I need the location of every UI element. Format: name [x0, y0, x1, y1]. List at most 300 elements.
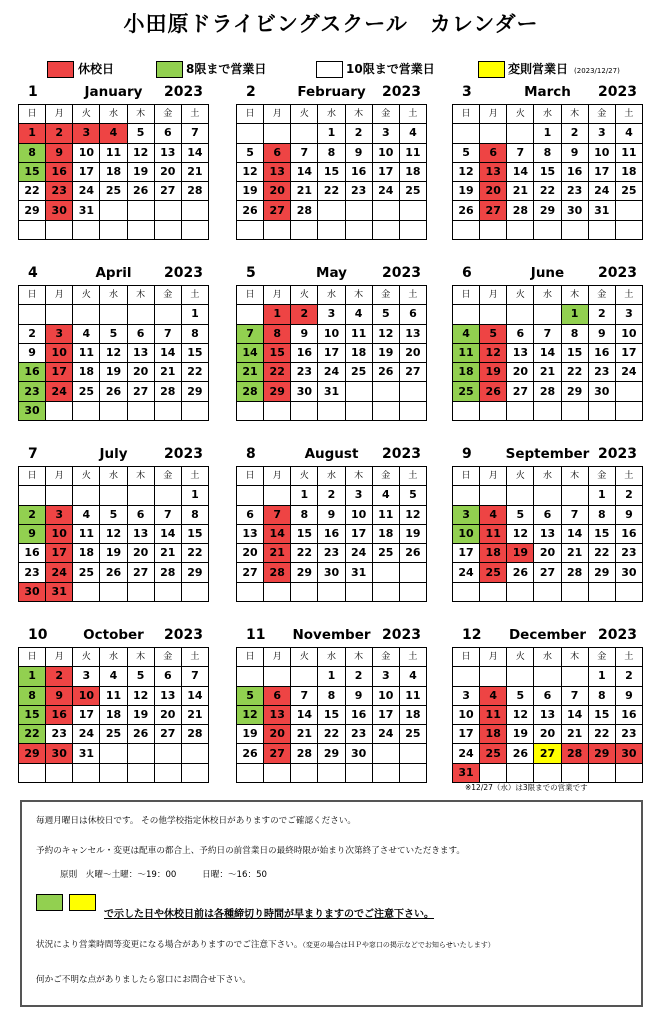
day-cell: 21: [561, 725, 588, 744]
week-row: [19, 705, 209, 724]
day-cell: 1: [19, 667, 46, 686]
day-cell: 24: [73, 182, 100, 201]
day-cell: 22: [181, 363, 208, 382]
day-cell: 17: [453, 725, 480, 744]
day-cell: 2: [19, 324, 46, 343]
weekday-label: 日: [19, 467, 46, 486]
empty-cell: [237, 486, 264, 505]
empty-cell: [154, 763, 181, 782]
week-row: [19, 124, 209, 143]
month-number: 6: [462, 265, 472, 281]
day-cell: 9: [19, 524, 46, 543]
empty-cell: [73, 305, 100, 324]
month-number: 10: [28, 627, 48, 643]
month-number: 2: [246, 84, 256, 100]
day-cell: 26: [237, 201, 264, 220]
month-name: October: [83, 627, 144, 643]
empty-cell: [588, 582, 615, 601]
empty-cell: [181, 582, 208, 601]
day-cell: 23: [345, 182, 372, 201]
day-cell: 9: [588, 324, 615, 343]
empty-cell: [154, 401, 181, 420]
weekday-label: 月: [264, 467, 291, 486]
weekday-label: 木: [345, 648, 372, 667]
day-cell: 29: [181, 563, 208, 582]
day-cell: 3: [453, 686, 480, 705]
empty-cell: [372, 201, 399, 220]
weekday-label: 日: [237, 286, 264, 305]
empty-cell: [318, 582, 345, 601]
day-cell: 25: [73, 563, 100, 582]
day-cell: 25: [399, 182, 426, 201]
month-table: [452, 647, 643, 783]
day-cell: 24: [318, 363, 345, 382]
legend-label-until10: 10限まで営業日: [346, 62, 435, 76]
day-cell: 4: [73, 324, 100, 343]
day-cell: 8: [561, 324, 588, 343]
day-cell: 12: [507, 705, 534, 724]
weekday-label: 木: [127, 286, 154, 305]
day-cell: 24: [46, 382, 73, 401]
day-cell: 3: [46, 324, 73, 343]
empty-cell: [100, 201, 127, 220]
empty-cell: [127, 201, 154, 220]
week-row: [453, 220, 643, 239]
day-cell: 25: [372, 544, 399, 563]
day-cell: 6: [154, 667, 181, 686]
month-header: [236, 446, 427, 464]
day-cell: 3: [615, 305, 642, 324]
info-line-deadline-warning: で示した日や休校日前は各種締切り時間が早まりますのでご注意下さい。: [104, 909, 434, 920]
week-row: [19, 143, 209, 162]
day-cell: 5: [127, 667, 154, 686]
week-row: [237, 143, 427, 162]
day-cell: 26: [480, 382, 507, 401]
day-cell: 4: [73, 505, 100, 524]
empty-cell: [154, 201, 181, 220]
empty-cell: [127, 744, 154, 763]
day-cell: 28: [561, 563, 588, 582]
weekday-label: 火: [73, 286, 100, 305]
week-row: [453, 763, 643, 782]
day-cell: 18: [480, 544, 507, 563]
empty-cell: [534, 582, 561, 601]
day-cell: 15: [291, 524, 318, 543]
day-cell: 13: [264, 162, 291, 181]
empty-cell: [73, 220, 100, 239]
weekday-label: 日: [19, 648, 46, 667]
month-year: 2023: [382, 446, 421, 462]
day-cell: 20: [154, 705, 181, 724]
month-table: [18, 285, 209, 421]
day-cell: 10: [453, 524, 480, 543]
empty-cell: [399, 744, 426, 763]
day-cell: 22: [588, 544, 615, 563]
day-cell: 17: [588, 162, 615, 181]
day-cell: 4: [453, 324, 480, 343]
day-cell: 15: [318, 705, 345, 724]
weekday-label: 日: [453, 286, 480, 305]
day-cell: 25: [345, 363, 372, 382]
day-cell: 6: [480, 143, 507, 162]
day-cell: 2: [345, 667, 372, 686]
legend-swatch-irregular: [478, 61, 505, 78]
month-year: 2023: [382, 627, 421, 643]
weekday-header-row: [19, 467, 209, 486]
week-row: [453, 744, 643, 763]
day-cell: 22: [534, 182, 561, 201]
day-cell: 16: [345, 162, 372, 181]
day-cell: 26: [507, 563, 534, 582]
weekday-label: 月: [480, 286, 507, 305]
day-cell: 2: [46, 667, 73, 686]
weekday-label: 金: [588, 467, 615, 486]
day-cell: 24: [372, 182, 399, 201]
day-cell: 8: [181, 324, 208, 343]
day-cell: 3: [372, 124, 399, 143]
day-cell: 15: [588, 705, 615, 724]
day-cell: 21: [181, 162, 208, 181]
day-cell: 17: [73, 705, 100, 724]
week-row: [237, 524, 427, 543]
day-cell: 28: [237, 382, 264, 401]
week-row: [453, 563, 643, 582]
empty-cell: [615, 763, 642, 782]
weekday-header-row: [453, 648, 643, 667]
day-cell: 24: [73, 725, 100, 744]
day-cell: 16: [318, 524, 345, 543]
week-row: [453, 401, 643, 420]
day-cell: 2: [46, 124, 73, 143]
empty-cell: [154, 486, 181, 505]
day-cell: 15: [318, 162, 345, 181]
day-cell: 4: [345, 305, 372, 324]
day-cell: 12: [127, 686, 154, 705]
day-cell: 1: [588, 667, 615, 686]
day-cell: 10: [46, 524, 73, 543]
weekday-label: 日: [453, 105, 480, 124]
day-cell: 23: [561, 182, 588, 201]
day-cell: 4: [615, 124, 642, 143]
week-row: [237, 505, 427, 524]
day-cell: 21: [264, 544, 291, 563]
weekday-label: 日: [237, 648, 264, 667]
week-row: [453, 182, 643, 201]
empty-cell: [507, 582, 534, 601]
page-title: 小田原ドライビングスクール カレンダー: [123, 12, 539, 36]
week-row: [453, 725, 643, 744]
week-row: [237, 667, 427, 686]
weekday-label: 金: [372, 286, 399, 305]
empty-cell: [561, 486, 588, 505]
empty-cell: [345, 401, 372, 420]
day-cell: 1: [181, 486, 208, 505]
week-row: [453, 524, 643, 543]
weekday-header-row: [237, 648, 427, 667]
weekday-label: 火: [291, 467, 318, 486]
day-cell: 11: [399, 143, 426, 162]
day-cell: 14: [507, 162, 534, 181]
day-cell: 3: [588, 124, 615, 143]
day-cell: 14: [534, 343, 561, 362]
empty-cell: [318, 201, 345, 220]
day-cell: 12: [100, 524, 127, 543]
day-cell: 12: [453, 162, 480, 181]
empty-cell: [46, 486, 73, 505]
empty-cell: [237, 401, 264, 420]
day-cell: 30: [345, 744, 372, 763]
empty-cell: [480, 124, 507, 143]
month-header: [452, 627, 643, 645]
day-cell: 28: [291, 201, 318, 220]
info-line-hours-change: [36, 938, 495, 950]
day-cell: 26: [399, 544, 426, 563]
day-cell: 2: [561, 124, 588, 143]
day-cell: 24: [588, 182, 615, 201]
empty-cell: [480, 763, 507, 782]
weekday-label: 月: [480, 648, 507, 667]
weekday-label: 金: [154, 286, 181, 305]
weekday-label: 金: [154, 648, 181, 667]
empty-cell: [615, 582, 642, 601]
month-calendar-may: [236, 265, 427, 421]
month-table: [452, 104, 643, 240]
month-table: [236, 647, 427, 783]
day-cell: 30: [19, 401, 46, 420]
empty-cell: [181, 401, 208, 420]
day-cell: 16: [561, 162, 588, 181]
week-row: [19, 725, 209, 744]
day-cell: 19: [507, 725, 534, 744]
day-cell: 27: [399, 363, 426, 382]
week-row: [19, 401, 209, 420]
day-cell: 12: [399, 505, 426, 524]
info-line-contact: 何かご不明な点がありましたら窓口にお問合せ下さい。: [36, 975, 251, 985]
empty-cell: [615, 201, 642, 220]
day-cell: 11: [480, 524, 507, 543]
day-cell: 31: [588, 201, 615, 220]
day-cell: 29: [534, 201, 561, 220]
empty-cell: [345, 763, 372, 782]
day-cell: 4: [100, 667, 127, 686]
day-cell: 16: [345, 705, 372, 724]
day-cell: 11: [345, 324, 372, 343]
day-cell: 10: [73, 143, 100, 162]
week-row: [453, 305, 643, 324]
empty-cell: [534, 220, 561, 239]
empty-cell: [345, 201, 372, 220]
weekday-header-row: [237, 286, 427, 305]
day-cell: 28: [534, 382, 561, 401]
day-cell: 9: [615, 505, 642, 524]
empty-cell: [237, 763, 264, 782]
day-cell: 14: [291, 162, 318, 181]
weekday-label: 月: [46, 648, 73, 667]
day-cell: 1: [318, 667, 345, 686]
weekday-header-row: [453, 467, 643, 486]
empty-cell: [154, 220, 181, 239]
day-cell: 15: [534, 162, 561, 181]
day-cell: 26: [127, 182, 154, 201]
day-cell: 13: [264, 705, 291, 724]
empty-cell: [100, 763, 127, 782]
week-row: [237, 686, 427, 705]
empty-cell: [154, 582, 181, 601]
day-cell: 3: [46, 505, 73, 524]
day-cell: 7: [181, 667, 208, 686]
empty-cell: [100, 486, 127, 505]
day-cell: 17: [318, 343, 345, 362]
day-cell: 23: [318, 544, 345, 563]
day-cell: 21: [181, 705, 208, 724]
day-cell: 14: [154, 524, 181, 543]
month-year: 2023: [164, 84, 203, 100]
week-row: [237, 343, 427, 362]
day-cell: 2: [19, 505, 46, 524]
day-cell: 23: [19, 382, 46, 401]
week-row: [237, 544, 427, 563]
empty-cell: [480, 486, 507, 505]
week-row: [19, 667, 209, 686]
day-cell: 10: [615, 324, 642, 343]
week-row: [453, 363, 643, 382]
day-cell: 13: [237, 524, 264, 543]
month-header: [452, 446, 643, 464]
month-year: 2023: [598, 84, 637, 100]
empty-cell: [127, 305, 154, 324]
month-year: 2023: [164, 265, 203, 281]
month-year: 2023: [598, 446, 637, 462]
week-row: [237, 705, 427, 724]
month-header: [236, 84, 427, 102]
day-cell: 3: [73, 124, 100, 143]
month-calendar-october: [18, 627, 209, 783]
day-cell: 24: [615, 363, 642, 382]
month-header: [18, 84, 209, 102]
day-cell: 21: [291, 725, 318, 744]
day-cell: 18: [345, 343, 372, 362]
day-cell: 4: [480, 505, 507, 524]
weekday-label: 土: [399, 105, 426, 124]
month-number: 11: [246, 627, 266, 643]
day-cell: 8: [19, 143, 46, 162]
day-cell: 21: [534, 363, 561, 382]
day-cell: 15: [181, 524, 208, 543]
day-cell: 1: [181, 305, 208, 324]
day-cell: 23: [615, 725, 642, 744]
day-cell: 21: [154, 363, 181, 382]
day-cell: 8: [264, 324, 291, 343]
empty-cell: [372, 744, 399, 763]
weekday-label: 月: [264, 105, 291, 124]
day-cell: 27: [154, 725, 181, 744]
day-cell: 14: [561, 705, 588, 724]
day-cell: 17: [46, 544, 73, 563]
empty-cell: [19, 486, 46, 505]
day-cell: 5: [372, 305, 399, 324]
empty-cell: [291, 124, 318, 143]
day-cell: 22: [588, 725, 615, 744]
empty-cell: [588, 220, 615, 239]
weekday-label: 火: [507, 648, 534, 667]
weekday-header-row: [19, 648, 209, 667]
day-cell: 16: [46, 162, 73, 181]
month-number: 8: [246, 446, 256, 462]
empty-cell: [345, 220, 372, 239]
day-cell: 15: [588, 524, 615, 543]
day-cell: 28: [561, 744, 588, 763]
month-year: 2023: [598, 265, 637, 281]
month-header: [18, 265, 209, 283]
empty-cell: [453, 582, 480, 601]
week-row: [19, 486, 209, 505]
day-cell: 18: [453, 363, 480, 382]
weekday-label: 木: [561, 467, 588, 486]
weekday-header-row: [19, 286, 209, 305]
empty-cell: [453, 305, 480, 324]
weekday-header-row: [237, 467, 427, 486]
day-cell: 9: [46, 143, 73, 162]
weekday-label: 土: [181, 648, 208, 667]
empty-cell: [318, 220, 345, 239]
month-table: [236, 285, 427, 421]
empty-cell: [264, 220, 291, 239]
day-cell: 28: [154, 563, 181, 582]
empty-cell: [127, 401, 154, 420]
legend-swatch-holiday: [47, 61, 74, 78]
empty-cell: [399, 401, 426, 420]
weekday-label: 木: [127, 467, 154, 486]
weekday-label: 日: [237, 105, 264, 124]
empty-cell: [264, 124, 291, 143]
day-cell: 6: [534, 505, 561, 524]
day-cell: 10: [372, 143, 399, 162]
empty-cell: [264, 763, 291, 782]
empty-cell: [507, 124, 534, 143]
weekday-header-row: [237, 105, 427, 124]
day-cell: 13: [534, 705, 561, 724]
day-cell: 2: [291, 305, 318, 324]
weekday-label: 金: [588, 286, 615, 305]
empty-cell: [372, 563, 399, 582]
legend-label-until8: 8限まで営業日: [186, 62, 267, 76]
day-cell: 29: [561, 382, 588, 401]
info-swatch-green: [36, 894, 63, 911]
day-cell: 18: [73, 544, 100, 563]
month-calendar-march: [452, 84, 643, 240]
day-cell: 30: [46, 201, 73, 220]
day-cell: 28: [264, 563, 291, 582]
day-cell: 18: [73, 363, 100, 382]
day-cell: 7: [507, 143, 534, 162]
day-cell: 23: [46, 725, 73, 744]
empty-cell: [561, 667, 588, 686]
empty-cell: [615, 220, 642, 239]
month-number: 1: [28, 84, 38, 100]
weekday-label: 土: [181, 105, 208, 124]
week-row: [237, 124, 427, 143]
day-cell: 11: [73, 524, 100, 543]
week-row: [19, 382, 209, 401]
month-header: [452, 84, 643, 102]
day-cell: 23: [345, 725, 372, 744]
month-calendar-january: [18, 84, 209, 240]
day-cell: 8: [291, 505, 318, 524]
weekday-label: 土: [399, 648, 426, 667]
day-cell: 15: [264, 343, 291, 362]
day-cell: 11: [372, 505, 399, 524]
day-cell: 26: [507, 744, 534, 763]
